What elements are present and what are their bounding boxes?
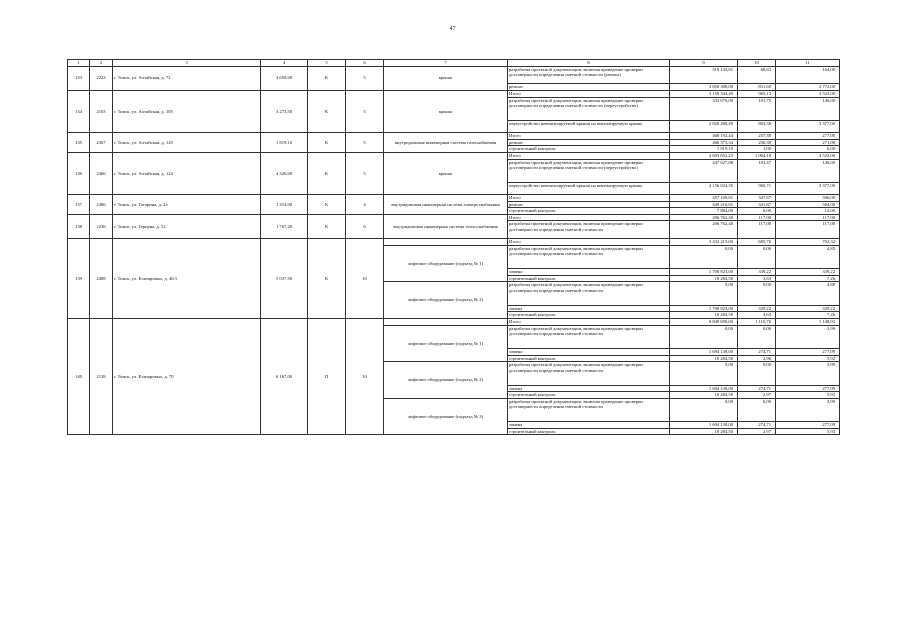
work-type-cell: замена xyxy=(508,305,670,312)
unit-cost-cell: 960,71 xyxy=(738,182,776,194)
address-cell: г. Томск, ул. Алтайская, д. 72 xyxy=(113,66,261,90)
limit-cost-cell: 117,00 xyxy=(776,214,840,221)
cost-cell: 0,00 xyxy=(670,325,738,348)
work-type-cell: разработка проектной документации, включая проведение проверки достоверности определения сметной стоимости xyxy=(508,245,670,268)
unit-cost-cell: 1 064,18 xyxy=(738,152,776,159)
area-cell: 1 767,20 xyxy=(261,214,308,238)
unit-cost-cell: 256,38 xyxy=(738,139,776,146)
floors-cell: 5 xyxy=(346,90,384,132)
cost-cell: 18 284,50 xyxy=(670,312,738,319)
work-type-cell: разработка проектной документации, включая проведение проверки достоверности определения сметной стоимости xyxy=(508,325,670,348)
cost-cell: 18 284,50 xyxy=(670,392,738,399)
table-row xyxy=(68,195,840,202)
limit-cost-cell: 277,09 xyxy=(776,422,840,429)
address-cell: г. Томск, ул. Гагарина, д. 2а xyxy=(113,195,261,215)
element-cell: внутридомовая инженерная система газоснабжения xyxy=(384,133,508,153)
material-cell: К xyxy=(308,214,346,238)
table-row xyxy=(68,90,840,97)
limit-cost-cell: 7,26 xyxy=(776,275,840,282)
limit-cost-cell: 277,09 xyxy=(776,385,840,392)
cost-cell: 0,00 xyxy=(670,282,738,305)
unit-cost-cell: 68,63 xyxy=(738,66,776,84)
house-id-cell: 2223 xyxy=(90,66,113,90)
table-row xyxy=(68,319,840,326)
limit-cost-cell: 584,00 xyxy=(776,201,840,208)
work-type-cell: Итого xyxy=(508,319,670,326)
area-cell: 1 314,00 xyxy=(261,195,308,215)
limit-cost-cell: 3,99 xyxy=(776,325,840,348)
unit-cost-cell: 117,00 xyxy=(738,221,776,239)
floors-cell: 5 xyxy=(346,66,384,90)
unit-cost-cell: 103,47 xyxy=(738,159,776,182)
cost-cell: 0,00 xyxy=(670,398,738,421)
limit-cost-cell: 277,09 xyxy=(776,349,840,356)
work-type-cell: разработка проектной документации, включая проведение проверки достоверности определения сметной стоимости (переустройство) xyxy=(508,97,670,120)
limit-cost-cell: 271,00 xyxy=(776,139,840,146)
header-row xyxy=(68,60,840,67)
table-row xyxy=(68,214,840,221)
cost-cell: 2 826 268,49 xyxy=(670,120,738,132)
address-cell: г. Томск, ул. Алтайская, д. 120 xyxy=(113,133,261,153)
work-type-cell: ремонт xyxy=(508,84,670,91)
table-row xyxy=(68,239,840,246)
work-type-cell: разработка проектной документации, включая проведение проверки достоверности определения сметной стоимости xyxy=(508,221,670,239)
area-cell: 4 326,00 xyxy=(261,152,308,194)
floors-cell: 5 xyxy=(346,133,384,153)
limit-cost-cell: 5,92 xyxy=(776,355,840,362)
work-type-cell: переустройство невентилируемой крыши на вентилируемую крышу xyxy=(508,120,670,132)
row-number-cell: 136 xyxy=(68,152,90,194)
work-type-cell: строительный контроль xyxy=(508,428,670,435)
unit-cost-cell: 2,97 xyxy=(738,428,776,435)
header-cell: 6 xyxy=(346,60,384,67)
cost-cell: 18 284,50 xyxy=(670,355,738,362)
area-cell: 4 650,00 xyxy=(261,66,308,90)
house-id-cell: 2488 xyxy=(90,239,113,319)
cost-cell: 3 159 344,49 xyxy=(670,90,738,97)
header-cell: 10 xyxy=(738,60,776,67)
address-cell: г. Томск, ул. Алтайская, д. 124 xyxy=(113,152,261,194)
limit-cost-cell: 3,99 xyxy=(776,398,840,421)
work-type-cell: Итого xyxy=(508,239,670,246)
work-type-cell: строительный контроль xyxy=(508,392,670,399)
work-type-cell: замена xyxy=(508,349,670,356)
cost-cell: 447 627,88 xyxy=(670,159,738,182)
work-type-cell: разработка проектной документации, включая проведение проверки достоверности определения сметной стоимости xyxy=(508,398,670,421)
repair-program-table xyxy=(67,59,840,435)
cost-cell: 319 143,01 xyxy=(670,66,738,84)
cost-cell: 3 434 215,00 xyxy=(670,239,738,246)
unit-cost-cell: 2,96 xyxy=(738,355,776,362)
table-body xyxy=(68,60,840,435)
element-cell xyxy=(384,319,508,326)
unit-cost-cell: 274,71 xyxy=(738,385,776,392)
floors-cell: 5 xyxy=(346,152,384,194)
work-type-cell: Итого xyxy=(508,133,670,140)
house-id-cell: 2236 xyxy=(90,214,113,238)
limit-cost-cell: 3 377,00 xyxy=(776,182,840,194)
limit-cost-cell: 7,26 xyxy=(776,312,840,319)
header-cell: 9 xyxy=(670,60,738,67)
unit-cost-cell: 117,00 xyxy=(738,214,776,221)
unit-cost-cell: 685,70 xyxy=(738,239,776,246)
header-cell: 3 xyxy=(113,60,261,67)
element-cell: лифтовое оборудование (подъезд № 2) xyxy=(384,362,508,399)
cost-cell: 18 284,50 xyxy=(670,275,738,282)
row-number-cell: 140 xyxy=(68,319,90,435)
unit-cost-cell: 339,22 xyxy=(738,269,776,276)
table-row xyxy=(68,66,840,84)
row-number-cell: 139 xyxy=(68,239,90,319)
limit-cost-cell: 3 523,00 xyxy=(776,90,840,97)
unit-cost-cell: 101,75 xyxy=(738,97,776,120)
limit-cost-cell: 12,00 xyxy=(776,208,840,215)
area-cell: 6 167,00 xyxy=(261,319,308,435)
work-type-cell: строительный контроль xyxy=(508,312,670,319)
area-cell: 3 273,50 xyxy=(261,90,308,132)
limit-cost-cell: 164,00 xyxy=(776,66,840,84)
limit-cost-cell: 1 148,03 xyxy=(776,319,840,326)
house-id-cell: 2103 xyxy=(90,90,113,132)
cost-cell: 0,00 xyxy=(670,362,738,385)
cost-cell: 7 884,00 xyxy=(670,208,738,215)
element-cell: лифтовое оборудование (подъезд № 3) xyxy=(384,398,508,435)
unit-cost-cell: 347,87 xyxy=(738,195,776,202)
house-id-cell: 2486 xyxy=(90,195,113,215)
work-type-cell: строительный контроль xyxy=(508,208,670,215)
cost-cell: 457 100,01 xyxy=(670,195,738,202)
unit-cost-cell: 0,00 xyxy=(738,325,776,348)
work-type-cell: переустройство невентилируемой крыши на вентилируемую крышу xyxy=(508,182,670,194)
row-number-cell: 137 xyxy=(68,195,90,215)
cost-cell: 1 708 823,00 xyxy=(670,305,738,312)
unit-cost-cell: 2,97 xyxy=(738,392,776,399)
header-cell: 4 xyxy=(261,60,308,67)
unit-cost-cell: 257,38 xyxy=(738,133,776,140)
unit-cost-cell: 863,38 xyxy=(738,120,776,132)
limit-cost-cell: 277,00 xyxy=(776,133,840,140)
row-number-cell: 134 xyxy=(68,90,90,132)
cost-cell: 1 708 823,00 xyxy=(670,269,738,276)
material-cell: П xyxy=(308,319,346,435)
unit-cost-cell: 831,60 xyxy=(738,84,776,91)
header-cell: 5 xyxy=(308,60,346,67)
unit-cost-cell: 965,13 xyxy=(738,90,776,97)
floors-cell: 10 xyxy=(346,239,384,319)
header-cell: 1 xyxy=(68,60,90,67)
element-cell xyxy=(384,239,508,246)
limit-cost-cell: 3 523,00 xyxy=(776,152,840,159)
work-type-cell: Итого xyxy=(508,152,670,159)
element-cell: внутридомовая инженерная система электроснабжения xyxy=(384,195,508,215)
address-cell: г. Томск, ул. Герцена, д. 52 xyxy=(113,214,261,238)
work-type-cell: разработка проектной документации, включая проведение проверки достоверности определения сметной стоимости (ремонт) xyxy=(508,66,670,84)
cost-cell: 206 762,40 xyxy=(670,221,738,239)
address-cell: г. Томск, ул. Алтайская, д. 105 xyxy=(113,90,261,132)
work-type-cell: замена xyxy=(508,385,670,392)
material-cell: К xyxy=(308,152,346,194)
row-number-cell: 135 xyxy=(68,133,90,153)
house-id-cell: 2366 xyxy=(90,152,113,194)
unit-cost-cell: 0,00 xyxy=(738,282,776,305)
work-type-cell: ремонт xyxy=(508,139,670,146)
header-cell: 8 xyxy=(508,60,670,67)
cost-cell: 206 762,40 xyxy=(670,214,738,221)
cost-cell: 1 694 138,00 xyxy=(670,422,738,429)
area-cell: 1 819,10 xyxy=(261,133,308,153)
limit-cost-cell: 339,22 xyxy=(776,305,840,312)
cost-cell: 3 850 308,00 xyxy=(670,84,738,91)
limit-cost-cell: 3 377,00 xyxy=(776,120,840,132)
work-type-cell: строительный контроль xyxy=(508,146,670,153)
row-number-cell: 133 xyxy=(68,66,90,90)
work-type-cell: строительный контроль xyxy=(508,275,670,282)
table-row xyxy=(68,133,840,140)
element-cell: лифтовое оборудование (подъезд № 1) xyxy=(384,245,508,282)
limit-cost-cell: 117,00 xyxy=(776,221,840,239)
material-cell: К xyxy=(308,90,346,132)
floors-cell: 6 xyxy=(346,214,384,238)
cost-cell: 1 694 138,00 xyxy=(670,385,738,392)
unit-cost-cell: 0,00 xyxy=(738,245,776,268)
limit-cost-cell: 702,32 xyxy=(776,239,840,246)
limit-cost-cell: 2 772,00 xyxy=(776,84,840,91)
limit-cost-cell: 5,93 xyxy=(776,428,840,435)
limit-cost-cell: 596,00 xyxy=(776,195,840,202)
limit-cost-cell: 4,88 xyxy=(776,282,840,305)
work-type-cell: замена xyxy=(508,269,670,276)
work-type-cell: разработка проектной документации, включая проведение проверки достоверности определения сметной стоимости xyxy=(508,282,670,305)
work-type-cell: разработка проектной документации, включая проведение проверки достоверности определения сметной стоимости xyxy=(508,362,670,385)
element-cell: крыша xyxy=(384,66,508,90)
material-cell: К xyxy=(308,195,346,215)
limit-cost-cell: 5,93 xyxy=(776,392,840,399)
cost-cell: 4 156 024,35 xyxy=(670,182,738,194)
work-type-cell: Итого xyxy=(508,214,670,221)
element-cell: крыша xyxy=(384,152,508,194)
unit-cost-cell: 0,00 xyxy=(738,398,776,421)
material-cell: К xyxy=(308,66,346,90)
cost-cell: 6 849 690,00 xyxy=(670,319,738,326)
element-cell: лифтовое оборудование (подъезд № 2) xyxy=(384,282,508,319)
work-type-cell: замена xyxy=(508,422,670,429)
page-number: 47 xyxy=(449,26,456,32)
house-id-cell: 2138 xyxy=(90,319,113,435)
unit-cost-cell: 1,00 xyxy=(738,146,776,153)
unit-cost-cell: 1 110,70 xyxy=(738,319,776,326)
cost-cell: 1 819,10 xyxy=(670,146,738,153)
address-cell: г. Томск, ул. Елизаровых, д. 46/1 xyxy=(113,239,261,319)
material-cell: К xyxy=(308,133,346,153)
limit-cost-cell: 6,00 xyxy=(776,146,840,153)
cost-cell: 18 284,50 xyxy=(670,428,738,435)
table-row xyxy=(68,152,840,159)
limit-cost-cell: 146,00 xyxy=(776,159,840,182)
unit-cost-cell: 6,00 xyxy=(738,208,776,215)
cost-cell: 468 192,44 xyxy=(670,133,738,140)
work-type-cell: Итого xyxy=(508,195,670,202)
area-cell: 5 037,50 xyxy=(261,239,308,319)
cost-cell: 449 216,01 xyxy=(670,201,738,208)
unit-cost-cell: 3,63 xyxy=(738,275,776,282)
limit-cost-cell: 4,85 xyxy=(776,245,840,268)
cost-cell: 1 694 138,00 xyxy=(670,349,738,356)
floors-cell: 10 xyxy=(346,319,384,435)
limit-cost-cell: 146,00 xyxy=(776,97,840,120)
unit-cost-cell: 339,22 xyxy=(738,305,776,312)
header-cell: 11 xyxy=(776,60,840,67)
element-cell: крыша xyxy=(384,90,508,132)
unit-cost-cell: 0,00 xyxy=(738,362,776,385)
unit-cost-cell: 274,71 xyxy=(738,422,776,429)
work-type-cell: Итого xyxy=(508,90,670,97)
cost-cell: 333 076,00 xyxy=(670,97,738,120)
material-cell: К xyxy=(308,239,346,319)
floors-cell: 4 xyxy=(346,195,384,215)
cost-cell: 0,00 xyxy=(670,245,738,268)
limit-cost-cell: 339,22 xyxy=(776,269,840,276)
limit-cost-cell: 3,99 xyxy=(776,362,840,385)
work-type-cell: разработка проектной документации, включая проведение проверки достоверности определения сметной стоимости (переустройство) xyxy=(508,159,670,182)
work-type-cell: строительный контроль xyxy=(508,355,670,362)
unit-cost-cell: 274,71 xyxy=(738,349,776,356)
element-cell: внутридомовая инженерная система теплоснабжения xyxy=(384,214,508,238)
unit-cost-cell: 341,87 xyxy=(738,201,776,208)
work-type-cell: ремонт xyxy=(508,201,670,208)
cost-cell: 466 373,34 xyxy=(670,139,738,146)
element-cell: лифтовое оборудование (подъезд № 1) xyxy=(384,325,508,362)
unit-cost-cell: 3,63 xyxy=(738,312,776,319)
address-cell: г. Томск, ул. Елизаровых, д. 70 xyxy=(113,319,261,435)
row-number-cell: 138 xyxy=(68,214,90,238)
header-cell: 7 xyxy=(384,60,508,67)
header-cell: 2 xyxy=(90,60,113,67)
cost-cell: 4 603 652,23 xyxy=(670,152,738,159)
house-id-cell: 2367 xyxy=(90,133,113,153)
